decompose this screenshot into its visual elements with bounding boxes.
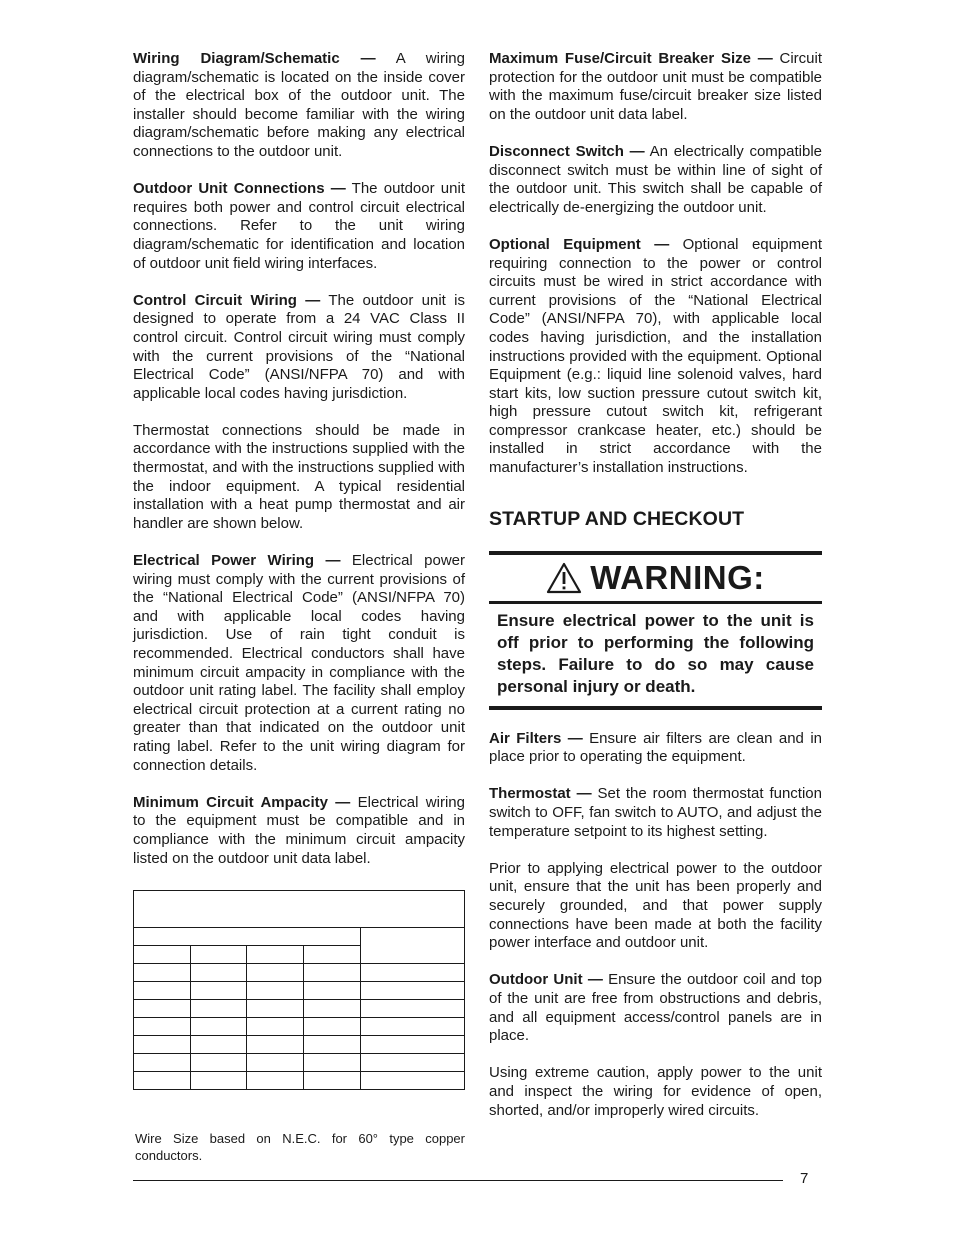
paragraph-apply-power: Using extreme caution, apply power to the unit and inspect the wiring for evidence of open, shorted, and/or improperly wired circuits. — [489, 1064, 822, 1119]
page-number: 7 — [800, 1170, 809, 1187]
table-row — [134, 1036, 465, 1054]
table-row — [134, 1072, 465, 1090]
paragraph-disconnect-switch: Disconnect Switch — An electrically compatible disconnect switch must be within line of sight of the outdoor unit. This switch shall be capable of electrically de-energizing the outdoor unit. — [489, 142, 822, 216]
right-column — [489, 50, 822, 1120]
section-heading: STARTUP AND CHECKOUT — [489, 507, 745, 530]
left-column — [133, 50, 465, 868]
warning-box — [489, 551, 822, 710]
paragraph-min-ampacity: Minimum Circuit Ampacity — Electrical wiring to the equipment must be compatible and in compliance with the minimum circuit ampacity listed on the outdoor unit data label. — [133, 793, 465, 867]
paragraph-grounding: Prior to applying electrical power to the outdoor unit, ensure that the unit has been properly and securely grounded, and that power supply connections have been made at both the facility power interface and outdoor unit. — [489, 859, 822, 952]
table-row — [134, 964, 465, 982]
warning-header — [489, 555, 822, 604]
paragraph-outdoor-unit: Outdoor Unit — Ensure the outdoor coil and top of the unit are free from obstructions and debris, and all equipment access/control panels are in place. — [489, 971, 822, 1045]
paragraph-air-filters: Air Filters — Ensure air filters are clean and in place prior to operating the equipment. — [489, 729, 823, 766]
table-footnote: Wire Size based on N.E.C. for 60° type copper conductors. — [135, 1131, 465, 1163]
warning-title: WARNING: — [590, 558, 765, 596]
paragraph-max-fuse: Maximum Fuse/Circuit Breaker Size — Circuit protection for the outdoor unit must be compatible with the maximum fuse/circuit breaker size listed on the outdoor unit data label. — [489, 50, 822, 123]
table-cell — [247, 946, 304, 964]
footer-rule — [133, 1180, 783, 1181]
table-cell — [303, 946, 360, 964]
table-header-cell — [134, 928, 361, 946]
wire-size-table — [133, 890, 465, 1090]
table-row — [134, 1000, 465, 1018]
table-title-cell — [134, 891, 465, 928]
table-header-cell — [360, 928, 464, 964]
table-row — [134, 982, 465, 1000]
paragraph-control-circuit: Control Circuit Wiring — The outdoor unit is designed to operate from a 24 VAC Class II control circuit. Control circuit wiring must comply with the current provisions of the “National Electrical Code” (ANSI/NFPA 70) and with applicable local codes having jurisdiction. — [133, 291, 465, 402]
paragraph-optional-equipment: Optional Equipment — Optional equipment requiring connection to the power or control circuits must be wired in strict accordance with current provisions of the “National Electrical Code” (ANSI/NFPA 70), with applicable local codes having jurisdiction, and the installation instructions provided with the equipment. Optional Equipment (e.g.: liquid line solenoid valves, hard start kits, low suction pressure cutout switch kit, high pressure cutout switch kit, refrigerant compressor crankcase heater, etc.) should be installed in strict accordance with the manufacturer’s installation instructions. — [489, 235, 822, 477]
warning-text: Ensure electrical power to the unit is off prior to performing the following steps. Failure to do so may cause personal injury or death. — [497, 610, 814, 696]
table-cell — [134, 946, 191, 964]
warning-triangle-icon — [546, 562, 582, 594]
table-row — [134, 1054, 465, 1072]
table-row — [134, 1018, 465, 1036]
paragraph-electrical-power: Electrical Power Wiring — Electrical power wiring must comply with the current provisions of the “National Electrical Code” (ANSI/NFPA 70) and with applicable local codes having jurisdiction. Use of rain tight conduit is recommended. Electrical conductors shall have minimum circuit ampacity in compliance with the outdoor unit rating label. The facility shall employ electrical circuit protection at a current rating no greater than that indicated on the outdoor unit rating label. Refer to the unit wiring diagram for connection details. — [133, 552, 466, 774]
paragraph-wiring-diagram: Wiring Diagram/Schematic — A wiring diagram/schematic is located on the inside cover of the electrical box of the outdoor unit. The installer should become familiar with the wiring diagram/schematic before making any electrical connections to the outdoor unit. — [133, 50, 465, 160]
paragraph-thermostat: Thermostat — Set the room thermostat function switch to OFF, fan switch to AUTO, and adjust the temperature setpoint to its highest setting. — [489, 785, 822, 840]
paragraph-outdoor-connections: Outdoor Unit Connections — The outdoor unit requires both power and control circuit electrical connections. Refer to the unit wiring diagram/schematic for identification and location of outdoor unit field wiring interfaces. — [133, 180, 465, 272]
table-cell — [190, 946, 247, 964]
paragraph-thermostat-connections: Thermostat connections should be made in accordance with the instructions supplied with the thermostat, and with the instructions supplied with the indoor equipment. A typical residential installation with a heat pump thermostat and air handler are shown below. — [133, 421, 465, 532]
